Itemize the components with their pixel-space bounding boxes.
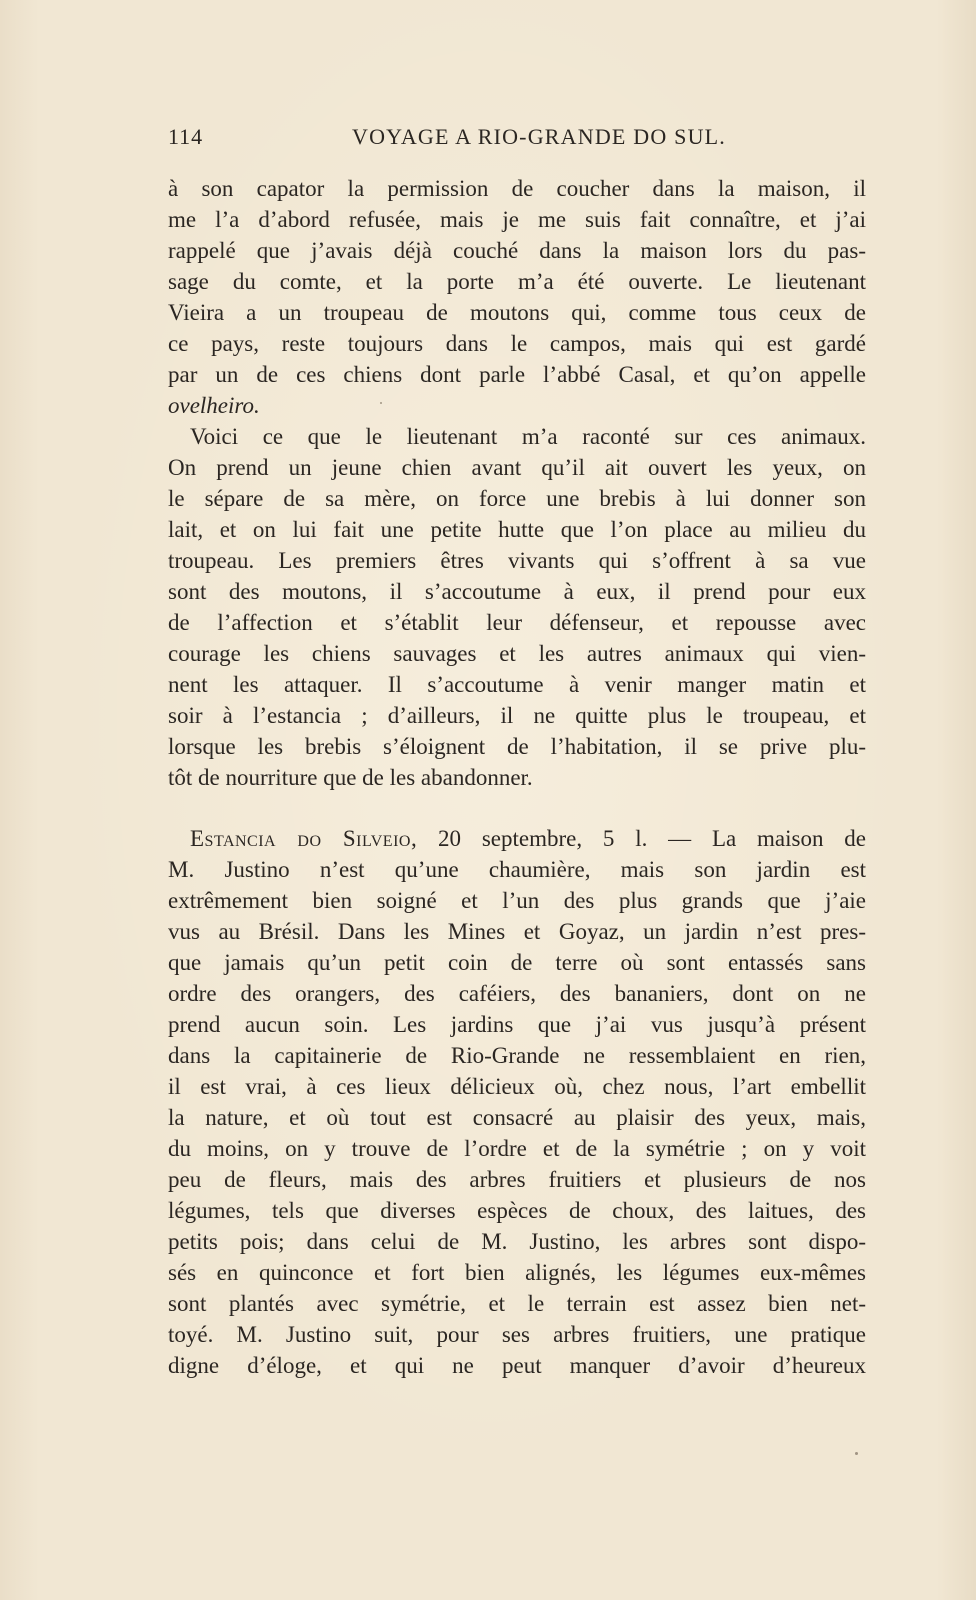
paragraph-spacer (168, 793, 866, 823)
text-line: tôt de nourriture que de les abandonner. (168, 765, 533, 790)
text-line: du moins, on y trouve de l’ordre et de la symétrie ; on y voit (168, 1136, 866, 1161)
text-line: peu de fleurs, mais des arbres fruitiers et plusieurs de nos (168, 1167, 866, 1192)
text-line: me l’a d’abord refusée, mais je me suis fait connaître, et j’ai (168, 207, 866, 232)
page-number: 114 (168, 124, 204, 149)
text-line: lait, et on lui fait une petite hutte que l’on place au milieu du (168, 517, 866, 542)
text-line: soir à l’estancia ; d’ailleurs, il ne quitte plus le troupeau, et (168, 703, 866, 728)
text-line: que jamais qu’un petit coin de terre où sont entassés sans (168, 950, 866, 975)
text-line: sés en quinconce et fort bien alignés, les légumes eux-mêmes (168, 1260, 866, 1285)
paragraph-2 (168, 421, 866, 793)
text-line: sont plantés avec symétrie, et le terrain est assez bien net- (168, 1291, 866, 1316)
text-line-italic: ovelheiro. (168, 393, 260, 418)
text-line: rappelé que j’avais déjà couché dans la maison lors du pas- (168, 238, 866, 263)
text-line: il est vrai, à ces lieux délicieux où, chez nous, l’art embellit (168, 1074, 866, 1099)
body-text (168, 173, 866, 1381)
text-line: légumes, tels que diverses espèces de choux, des laitues, des (168, 1198, 866, 1223)
text-line: la nature, et où tout est consacré au plaisir des yeux, mais, (168, 1105, 866, 1130)
text-line: extrêmement bien soigné et l’un des plus grands que j’aie (168, 888, 866, 913)
text-line: Voici ce que le lieutenant m’a raconté sur ces animaux. (190, 424, 866, 449)
text-line: sage du comte, et la porte m’a été ouverte. Le lieutenant (168, 269, 866, 294)
text-line: troupeau. Les premiers êtres vivants qui s’offrent à sa vue (168, 548, 866, 573)
text-line: M. Justino n’est qu’une chaumière, mais son jardin est (168, 857, 866, 882)
running-head (168, 124, 868, 154)
text-line: prend aucun soin. Les jardins que j’ai vus jusqu’à présent (168, 1012, 866, 1037)
text-line: à son capator la permission de coucher dans la maison, il (168, 176, 866, 201)
paper-speck (855, 1452, 858, 1455)
text-line: vus au Brésil. Dans les Mines et Goyaz, un jardin n’est pres- (168, 919, 866, 944)
text-line: par un de ces chiens dont parle l’abbé Casal, et qu’on appelle (168, 362, 866, 387)
text-line: courage les chiens sauvages et les autres animaux qui vien- (168, 641, 866, 666)
text-line: sont des moutons, il s’accoutume à eux, il prend pour eux (168, 579, 866, 604)
paragraph-1 (168, 173, 866, 421)
paper-speck (380, 402, 382, 404)
text-line: de l’affection et s’établit leur défenseur, et repousse avec (168, 610, 866, 635)
text-line: nent les attaquer. Il s’accoutume à venir manger matin et (168, 672, 866, 697)
text-line: ordre des orangers, des caféiers, des bananiers, dont on ne (168, 981, 866, 1006)
running-title: VOYAGE A RIO-GRANDE DO SUL. (352, 124, 727, 149)
text-line: petits pois; dans celui de M. Justino, les arbres sont dispo- (168, 1229, 866, 1254)
text-line: digne d’éloge, et qui ne peut manquer d’avoir d’heureux (168, 1353, 866, 1378)
dated-entry-heading (168, 823, 866, 854)
text-line: dans la capitainerie de Rio-Grande ne ressemblaient en rien, (168, 1043, 866, 1068)
text-line: lorsque les brebis s’éloignent de l’habitation, il se prive plu- (168, 734, 866, 759)
text-line: Vieira a un troupeau de moutons qui, comme tous ceux de (168, 300, 866, 325)
text-line: On prend un jeune chien avant qu’il ait ouvert les yeux, on (168, 455, 866, 480)
entry-place: Estancia do Silveio, (190, 826, 418, 851)
text-line: toyé. M. Justino suit, pour ses arbres fruitiers, une pratique (168, 1322, 866, 1347)
text-line: le sépare de sa mère, on force une brebis à lui donner son (168, 486, 866, 511)
text-line: ce pays, reste toujours dans le campos, mais qui est gardé (168, 331, 866, 356)
paragraph-3 (168, 823, 866, 1381)
entry-date-text: 20 septembre, 5 l. — La maison de (417, 826, 866, 851)
